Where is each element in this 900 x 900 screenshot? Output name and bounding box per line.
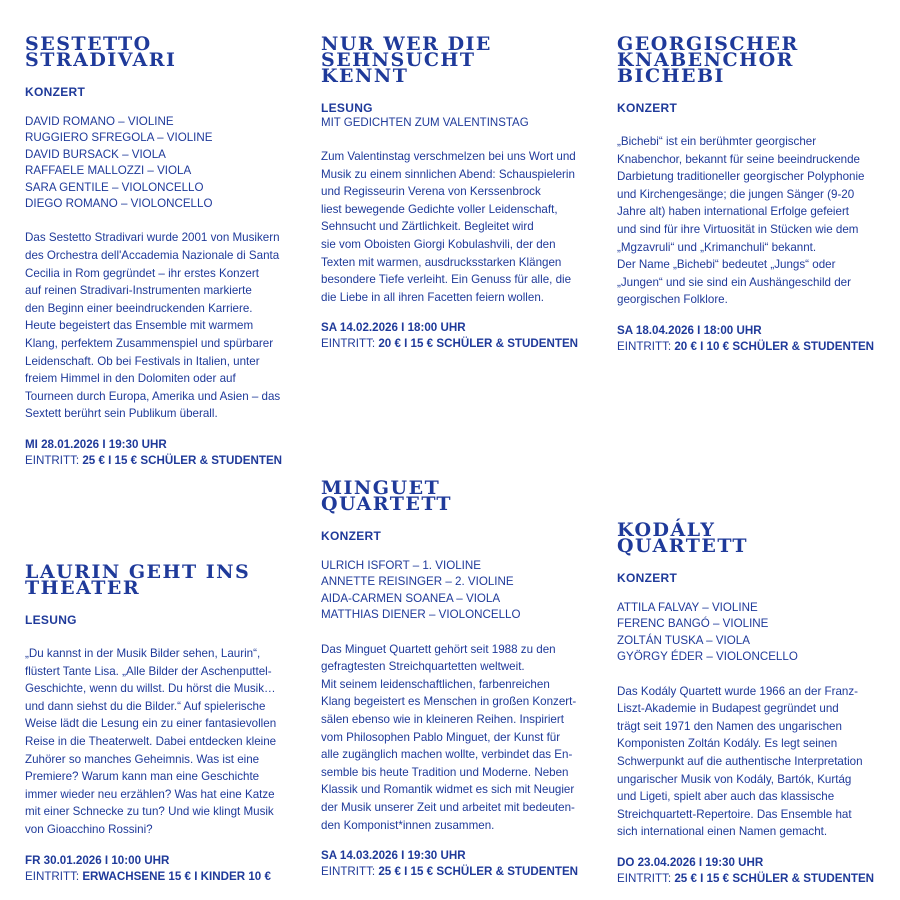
event-genre: KONZERT xyxy=(617,101,678,115)
event-meta xyxy=(25,853,287,885)
admission-price: 20 € I 15 € SCHÜLER & STUDENTEN xyxy=(378,337,579,351)
admission-label: EINTRITT: xyxy=(25,869,83,883)
admission-label: EINTRITT: xyxy=(617,339,675,353)
event-meta xyxy=(321,320,583,352)
event-kodaly-quartett xyxy=(617,519,879,887)
event-description: „Bichebi“ ist ein berühmter georgischer Knabenchor, bekannt für seine beeindruckende Darbietung traditioneller georgischer Polyphonie und Kirchengesänge; die jungen Sänger (9-20 Jahre alt) haben international Erfolge gefeiert und sind für ihre Virtuosität in Stücken wie dem „Mgzavruli“ und „Krimanchuli“ bekannt. Der Name „Bichebi“ bedeutet „Jungs“ oder „Jungen“ und sie sind ein Aushängeschild der georgischen Folklore. xyxy=(617,135,865,307)
admission-label: EINTRITT: xyxy=(25,453,83,467)
event-meta xyxy=(321,848,583,880)
event-meta xyxy=(25,437,287,469)
event-date: SA 14.03.2026 I 19:30 UHR xyxy=(321,849,466,863)
event-minguet-quartett xyxy=(321,477,583,880)
performer-item: ULRICH ISFORT – 1. VIOLINE xyxy=(321,559,481,572)
event-description: Das Sestetto Stradivari wurde 2001 von Musikern des Orchestra dell'Accademia Nazionale di Santa Cecilia in Rom gegründet – ihr erstes Konzert auf reinen Stradivari-Instrumenten markierte den Beginn einer beeindruckenden Karriere. Heute begeistert das Ensemble mit warmem Klang, perfektem Zusammenspiel und spürbarer Leidenschaft. Ob bei Festivals in Italien, unter freiem Himmel in den Dolomiten oder auf Tourneen durch Europa, Amerika und Asien – das Sextett berührt sein Publikum überall. xyxy=(25,231,281,421)
performer-item: RAFFAELE MALLOZZI – VIOLA xyxy=(25,164,192,178)
event-genre: KONZERT xyxy=(321,529,382,543)
event-sestetto-stradivari xyxy=(25,33,287,469)
admission-price: 25 € I 15 € SCHÜLER & STUDENTEN xyxy=(674,871,875,885)
event-description: Zum Valentinstag verschmelzen bei uns Wort und Musik zu einem sinnlichen Abend: Schauspielerin und Regisseurin Verena von Kerssenbrock liest bewegende Gedichte voller Leidenschaft, Sehnsucht und Zärtlichkeit. Begleitet wird sie vom Oboisten Giorgi Kobulashvili, der den Texten mit warmen, ausdrucksstarken Klängen besondere Tiefe verleiht. Ein Genuss für alle, die die Liebe in all ihren Facetten feiern wollen. xyxy=(321,150,576,304)
event-date: DO 23.04.2026 I 19:30 UHR xyxy=(617,855,764,869)
admission-price: 20 € I 10 € SCHÜLER & STUDENTEN xyxy=(674,339,875,353)
event-genre: LESUNG xyxy=(25,613,77,627)
performer-list xyxy=(321,558,583,624)
event-title: LAURIN GEHT INS THEATER xyxy=(25,561,251,599)
event-description: „Du kannst in der Musik Bilder sehen, Laurin“, flüstert Tante Lisa. „Alle Bilder der Aschenputtel- Geschichte, wenn du willst. Du hörst die Musik… und dann siehst du die Bilder.“ Auf spielerische Weise lädt die Lesung ein zu einer fantasievollen Reise in die Theaterwelt. Dabei entdecken kleine Zuhörer so manches Geheimnis. Was ist eine Premiere? Warum kann man eine Geschichte immer wieder neu erzählen? Was hat eine Katze mit einer Schnecke zu tun? Und wie klingt Musik von Gioacchino Rossini? xyxy=(25,647,277,836)
event-description: Das Minguet Quartett gehört seit 1988 zu den gefragtesten Streichquartetten weltweit. Mit seinem leidenschaftlichen, farbenreichen Klang begeistert es Menschen in großen Konzert- sälen ebenso wie in kleineren Reihen. Inspiriert vom Philosophen Pablo Minguet, der Kunst für alle zugänglich machen wollte, verbindet das En- semble bis heute Tradition und Moderne. Neben Klassik und Romantik widmet es sich mit Neugier der Musik unserer Zeit und arbeitet mit bedeuten- den Komponist*innen zusammen. xyxy=(321,642,577,832)
performer-list xyxy=(25,114,287,212)
event-genre: KONZERT xyxy=(25,85,86,99)
admission-label: EINTRITT: xyxy=(321,337,379,351)
performer-item: ATTILA FALVAY – VIOLINE xyxy=(617,601,758,614)
performer-item: ANNETTE REISINGER – 2. VIOLINE xyxy=(321,575,514,589)
event-title: NUR WER DIE SEHNSUCHT KENNT xyxy=(321,33,492,87)
event-title: MINGUET QUARTETT xyxy=(321,477,452,515)
event-date: MI 28.01.2026 I 19:30 UHR xyxy=(25,437,167,451)
admission-price: ERWACHSENE 15 € I KINDER 10 € xyxy=(82,869,271,883)
performer-item: DIEGO ROMANO – VIOLONCELLO xyxy=(25,197,213,211)
event-date: FR 30.01.2026 I 10:00 UHR xyxy=(25,853,170,867)
event-genre: KONZERT xyxy=(617,571,678,585)
admission-label: EINTRITT: xyxy=(617,871,675,885)
performer-item: ZOLTÁN TUSKA – VIOLA xyxy=(617,633,750,647)
performer-item: DAVID ROMANO – VIOLINE xyxy=(25,115,174,128)
performer-item: FERENC BANGÓ – VIOLINE xyxy=(617,617,769,631)
admission-label: EINTRITT: xyxy=(321,865,379,879)
event-title: KODÁLY QUARTETT xyxy=(617,519,748,557)
admission-price: 25 € I 15 € SCHÜLER & STUDENTEN xyxy=(378,865,579,879)
performer-item: RUGGIERO SFREGOLA – VIOLINE xyxy=(25,131,213,145)
event-title: GEORGISCHER KNABENCHOR BICHEBI xyxy=(617,33,799,87)
performer-item: AIDA-CARMEN SOANEA – VIOLA xyxy=(321,591,501,605)
performer-list xyxy=(617,600,879,666)
event-georgischer-knabenchor-bichebi xyxy=(617,33,879,355)
event-meta xyxy=(617,323,879,355)
admission-price: 25 € I 15 € SCHÜLER & STUDENTEN xyxy=(82,453,283,467)
event-date: SA 14.02.2026 I 18:00 UHR xyxy=(321,321,466,335)
event-subgenre: MIT GEDICHTEN ZUM VALENTINSTAG xyxy=(321,117,529,129)
event-nur-wer-die-sehnsucht-kennt xyxy=(321,33,583,352)
event-description: Das Kodály Quartett wurde 1966 an der Franz- Liszt-Akademie in Budapest gegründet und trägt seit 1971 den Namen des ungarischen Komponisten Zoltán Kodály. Es legt seinen Schwerpunkt auf die authentische Interpretation ungarischer Musik von Kodály, Bartók, Kurtág und Ligeti, spielt aber auch das klassische Streichquartett-Repertoire. Das Ensemble hat sich international einen Namen gemacht. xyxy=(617,684,863,839)
performer-item: MATTHIAS DIENER – VIOLONCELLO xyxy=(321,608,521,622)
performer-item: DAVID BURSACK – VIOLA xyxy=(25,147,166,161)
performer-item: GYÖRGY ÉDER – VIOLONCELLO xyxy=(617,650,798,664)
event-date: SA 18.04.2026 I 18:00 UHR xyxy=(617,323,762,337)
event-title: SESTETTO STRADIVARI xyxy=(25,33,177,71)
performer-item: SARA GENTILE – VIOLONCELLO xyxy=(25,180,204,194)
event-meta xyxy=(617,855,879,887)
event-genre: LESUNG xyxy=(321,101,373,115)
event-laurin-geht-ins-theater xyxy=(25,561,287,885)
